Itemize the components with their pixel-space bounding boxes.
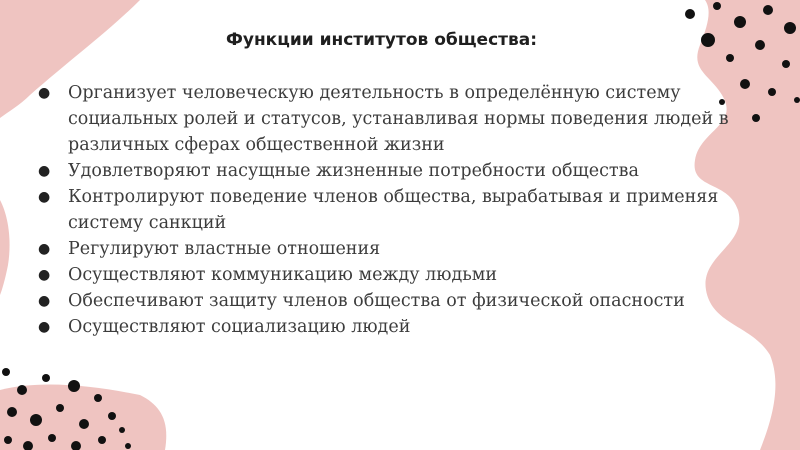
bullet-icon: ●: [38, 267, 51, 283]
bullet-icon: ●: [38, 241, 51, 257]
bullet-icon: ●: [38, 293, 51, 309]
list-item: [36, 288, 776, 314]
functions-list: [36, 80, 776, 340]
list-item-text: Удовлетворяют насущные жизненные потребности общества: [68, 161, 639, 181]
list-item-text: Контролируют поведение членов общества, вырабатывая и применяя систему санкций: [68, 187, 719, 233]
list-item-text: Осуществляют социализацию людей: [68, 317, 411, 337]
list-item-text: Организует человеческую деятельность в определённую систему социальных ролей и статусов, устанавливая нормы поведения людей в различных сферах общественной жизни: [68, 83, 729, 155]
list-item: [36, 314, 776, 340]
list-item-text: Обеспечивают защиту членов общества от физической опасности: [68, 291, 685, 311]
list-item-text: Осуществляют коммуникацию между людьми: [68, 265, 498, 285]
pink-brush-bottom-left: [0, 385, 166, 450]
bullet-icon: ●: [38, 189, 51, 205]
list-item-text: Регулируют властные отношения: [68, 239, 381, 259]
list-item: [36, 236, 776, 262]
bullet-icon: ●: [38, 163, 51, 179]
slide-title: Функции институтов общества:: [226, 30, 538, 50]
bullet-icon: ●: [38, 85, 51, 101]
list-item: [36, 80, 776, 158]
pink-brush-left-edge: [0, 200, 10, 295]
bullet-icon: ●: [38, 319, 51, 335]
slide-content: [36, 28, 776, 340]
list-item: [36, 184, 776, 236]
list-item: [36, 262, 776, 288]
list-item: [36, 158, 776, 184]
